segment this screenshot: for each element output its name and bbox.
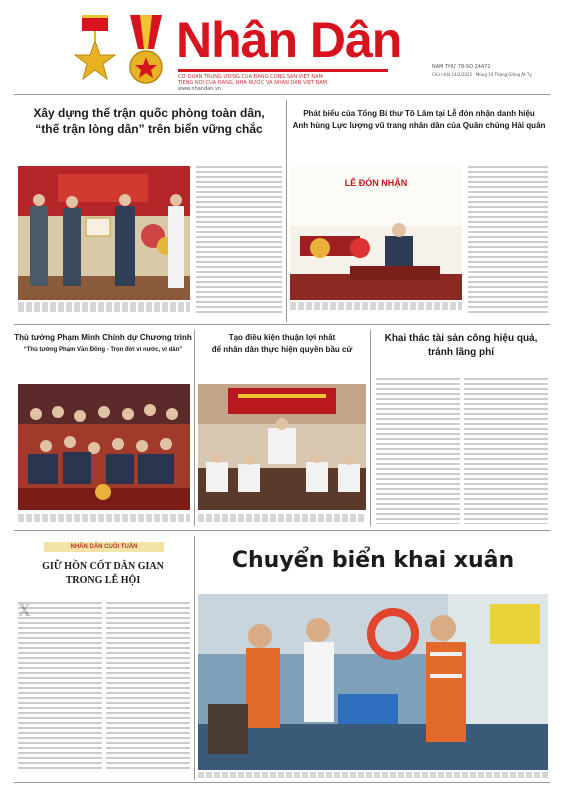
masthead-subtitle-2: TIẾNG NÓI CỦA ĐẢNG, NHÀ NƯỚC VÀ NHÂN DÂN VIỆT NAM [178, 80, 328, 86]
photo-caption [290, 302, 462, 310]
masthead-url[interactable]: www.nhandan.vn [178, 86, 222, 92]
article-elections[interactable] [196, 326, 368, 528]
article-photo-ceremony[interactable] [18, 166, 190, 300]
article-navy-defense[interactable] [14, 96, 284, 322]
photo-caption [198, 514, 366, 522]
article-body-text-2 [106, 602, 190, 770]
article-body-text [376, 378, 460, 524]
gold-medal-icon [124, 15, 168, 89]
article-photo-audience[interactable] [18, 384, 190, 510]
column-divider [194, 536, 195, 780]
article-photo-boat[interactable] [198, 594, 548, 770]
issue-date: Chủ nhật 14/2/2025 · Mùng 10 Tháng Giêng Ất Tỵ [432, 72, 532, 77]
article-body-text [468, 166, 548, 316]
masthead [0, 0, 565, 92]
photo-caption [198, 772, 548, 778]
article-general-secretary[interactable] [288, 96, 550, 322]
lower-divider [14, 530, 550, 531]
article-headline-2[interactable]: TRONG LỄ HỘI [65, 575, 141, 586]
article-headline[interactable]: Tạo điều kiện thuận lợi nhất [228, 333, 336, 342]
article-headline[interactable]: GIỮ HỒN CỐT DÂN GIAN [42, 561, 164, 572]
article-prime-minister[interactable] [14, 326, 192, 528]
banner-title: LỄ ĐÓN NHẬN [344, 178, 408, 188]
masthead-subtitle-1: CƠ QUAN TRUNG ƯƠNG CỦA ĐẢNG CỘNG SẢN VIỆT NAM [178, 74, 323, 80]
article-headline[interactable]: Thủ tướng Phạm Minh Chính dự Chương trình [14, 333, 192, 342]
top-divider [14, 94, 550, 95]
hero-star-medal-icon [72, 15, 118, 89]
article-headline-2[interactable]: “thế trận lòng dân” trên biển vững chắc [35, 122, 263, 136]
article-body-text-2 [464, 378, 548, 524]
article-body-text [18, 602, 102, 770]
article-spring-sea[interactable] [196, 532, 550, 780]
column-divider [286, 100, 287, 322]
section-tag [44, 542, 164, 552]
article-headline[interactable]: Khai thác tài sản công hiệu quả, [384, 333, 538, 344]
article-headline-2[interactable]: tránh lãng phí [427, 347, 495, 358]
column-divider [370, 330, 371, 526]
article-public-assets[interactable] [372, 326, 550, 528]
mid-divider [14, 324, 550, 325]
article-headline-2[interactable]: “Thủ tướng Phạm Văn Đồng - Trọn đời vì nước, vì dân” [23, 347, 183, 353]
photo-caption [18, 514, 190, 522]
article-headline[interactable]: Xây dựng thế trận quốc phòng toàn dân, [33, 106, 265, 120]
masthead-red-rule [178, 69, 388, 72]
section-tag-label: NHÂN DÂN CUỐI TUẦN [70, 544, 138, 550]
bottom-divider [14, 782, 550, 783]
article-headline[interactable]: Phát biểu của Tổng Bí thư Tô Lâm tại Lễ đón nhận danh hiệu [303, 109, 535, 118]
photo-caption [18, 302, 190, 312]
column-divider [194, 330, 195, 526]
article-folk-festival[interactable] [14, 532, 192, 780]
article-headline[interactable]: Chuyển biển khai xuân [231, 548, 515, 573]
article-body-text [196, 166, 282, 316]
article-headline-2[interactable]: Anh hùng Lực lượng vũ trang nhân dân của Quân chủng Hải quân [292, 121, 546, 130]
article-photo-meeting[interactable] [198, 384, 366, 510]
newspaper-title: Nhân Dân [176, 12, 402, 68]
issue-number: NĂM THỨ 78-SỐ 24472 [432, 64, 491, 70]
article-headline-2[interactable]: để nhân dân thực hiện quyền bầu cử [211, 345, 353, 354]
